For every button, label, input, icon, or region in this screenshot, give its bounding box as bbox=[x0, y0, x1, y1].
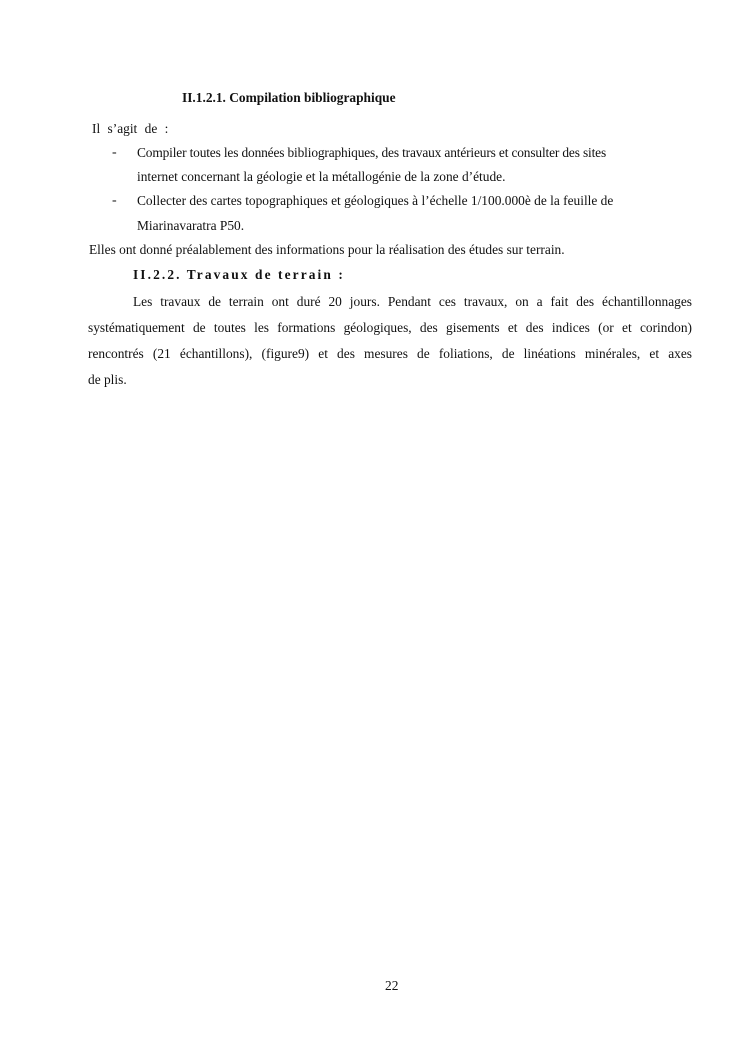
subsection-heading: II.1.2.1. Compilation bibliographique bbox=[182, 90, 396, 105]
bullet-2-line-1: Collecter des cartes topographiques et géologiques à l’échelle 1/100.000è de la feuille de bbox=[137, 193, 614, 208]
section-heading: II.2.2. Travaux de terrain : bbox=[133, 267, 345, 282]
page-number: 22 bbox=[385, 978, 399, 993]
bullet-dash: - bbox=[112, 145, 117, 160]
intro-text: Il s’agit de : bbox=[92, 121, 169, 136]
paragraph-line-1: Les travaux de terrain ont duré 20 jours. Pendant ces travaux, on a fait des échantillonnages bbox=[133, 294, 692, 309]
bullet-dash: - bbox=[112, 193, 117, 208]
paragraph-line-2: systématiquement de toutes les formations géologiques, des gisements et des indices (or et corindon) bbox=[88, 320, 692, 335]
conclusion-text: Elles ont donné préalablement des informations pour la réalisation des études sur terrain. bbox=[89, 242, 565, 257]
bullet-1-line-2: internet concernant la géologie et la métallogénie de la zone d’étude. bbox=[137, 169, 506, 184]
paragraph-line-3: rencontrés (21 échantillons), (figure9) et des mesures de foliations, de linéations minérales, et axes bbox=[88, 346, 692, 361]
bullet-2-line-2: Miarinavaratra P50. bbox=[137, 218, 245, 233]
paragraph-line-4: de plis. bbox=[88, 372, 127, 387]
bullet-1-line-1: Compiler toutes les données bibliographiques, des travaux antérieurs et consulter des sites bbox=[137, 145, 607, 160]
